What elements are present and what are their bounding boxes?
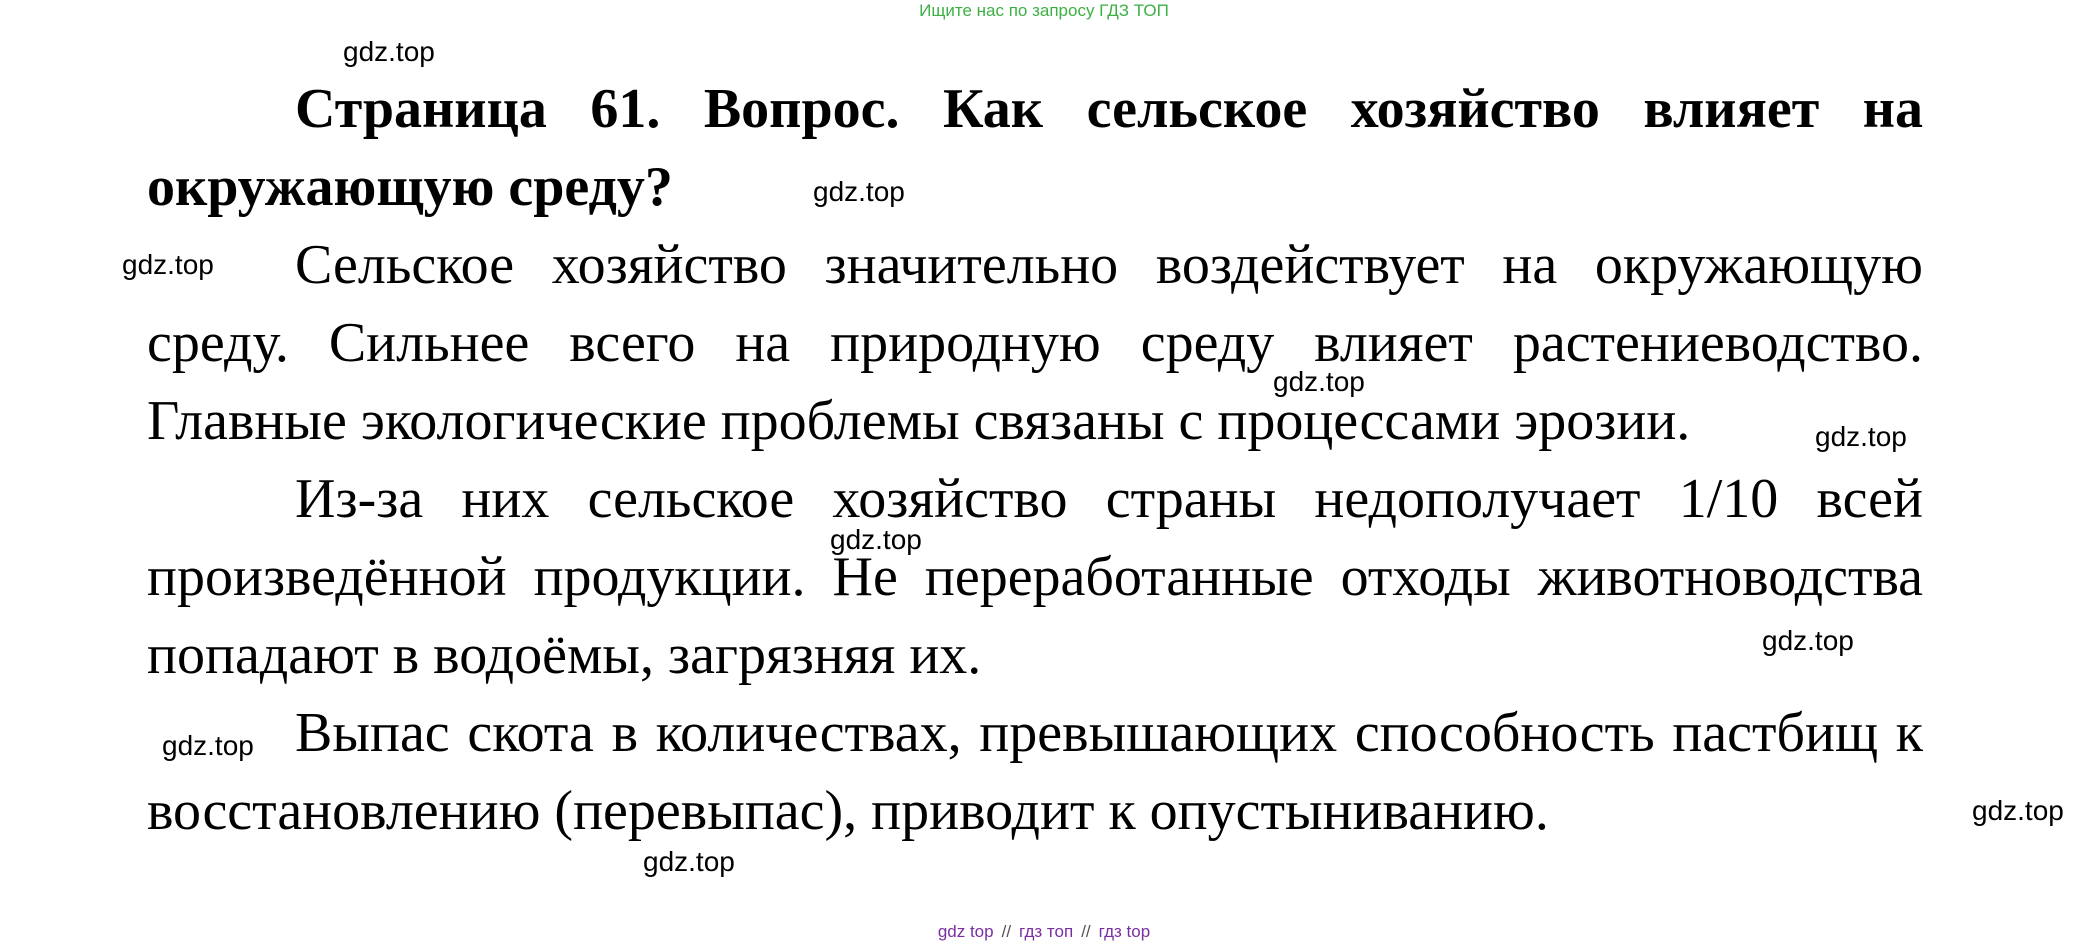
watermark: gdz.top bbox=[1972, 795, 2064, 826]
footer-link[interactable]: гдз top bbox=[1098, 922, 1151, 941]
watermark: gdz.top bbox=[343, 36, 435, 67]
question-title: Страница 61. Вопрос. Как сельское хозяйство влияет на окружающую среду? bbox=[147, 78, 1923, 218]
footer-separator: // bbox=[1081, 922, 1091, 941]
watermark: gdz.top bbox=[1815, 421, 1907, 452]
footer-separator: // bbox=[1001, 922, 1012, 941]
watermark: gdz.top bbox=[813, 176, 905, 207]
answer-paragraph-3: Выпас скота в количествах, превышающих способность пастбищ к восстановлению (перевыпас), приводит к опустыниванию. bbox=[147, 702, 1923, 842]
footer-links bbox=[0, 922, 2088, 942]
watermark: gdz.top bbox=[162, 730, 254, 761]
watermark: gdz.top bbox=[1762, 625, 1854, 656]
answer-paragraph-2: Из-за них сельское хозяйство страны недополучает 1/10 всей произведённой продукции. Не переработанные отходы животноводства попадают в водоёмы, загрязняя их. bbox=[147, 468, 1923, 686]
document-body bbox=[147, 70, 1923, 850]
footer-link[interactable]: gdz top bbox=[937, 922, 994, 941]
watermark: gdz.top bbox=[1273, 366, 1365, 397]
answer-paragraph-1: Сельское хозяйство значительно воздействует на окружающую среду. Сильнее всего на природную среду влияет растениеводство. Главные экологические проблемы связаны с процессами эрозии. bbox=[147, 234, 1923, 452]
watermark: gdz.top bbox=[643, 846, 735, 877]
footer-link[interactable]: гдз топ bbox=[1019, 922, 1074, 941]
watermark: gdz.top bbox=[830, 524, 922, 555]
watermark: gdz.top bbox=[122, 249, 214, 280]
top-banner: Ищите нас по запросу ГДЗ ТОП bbox=[919, 1, 1169, 20]
